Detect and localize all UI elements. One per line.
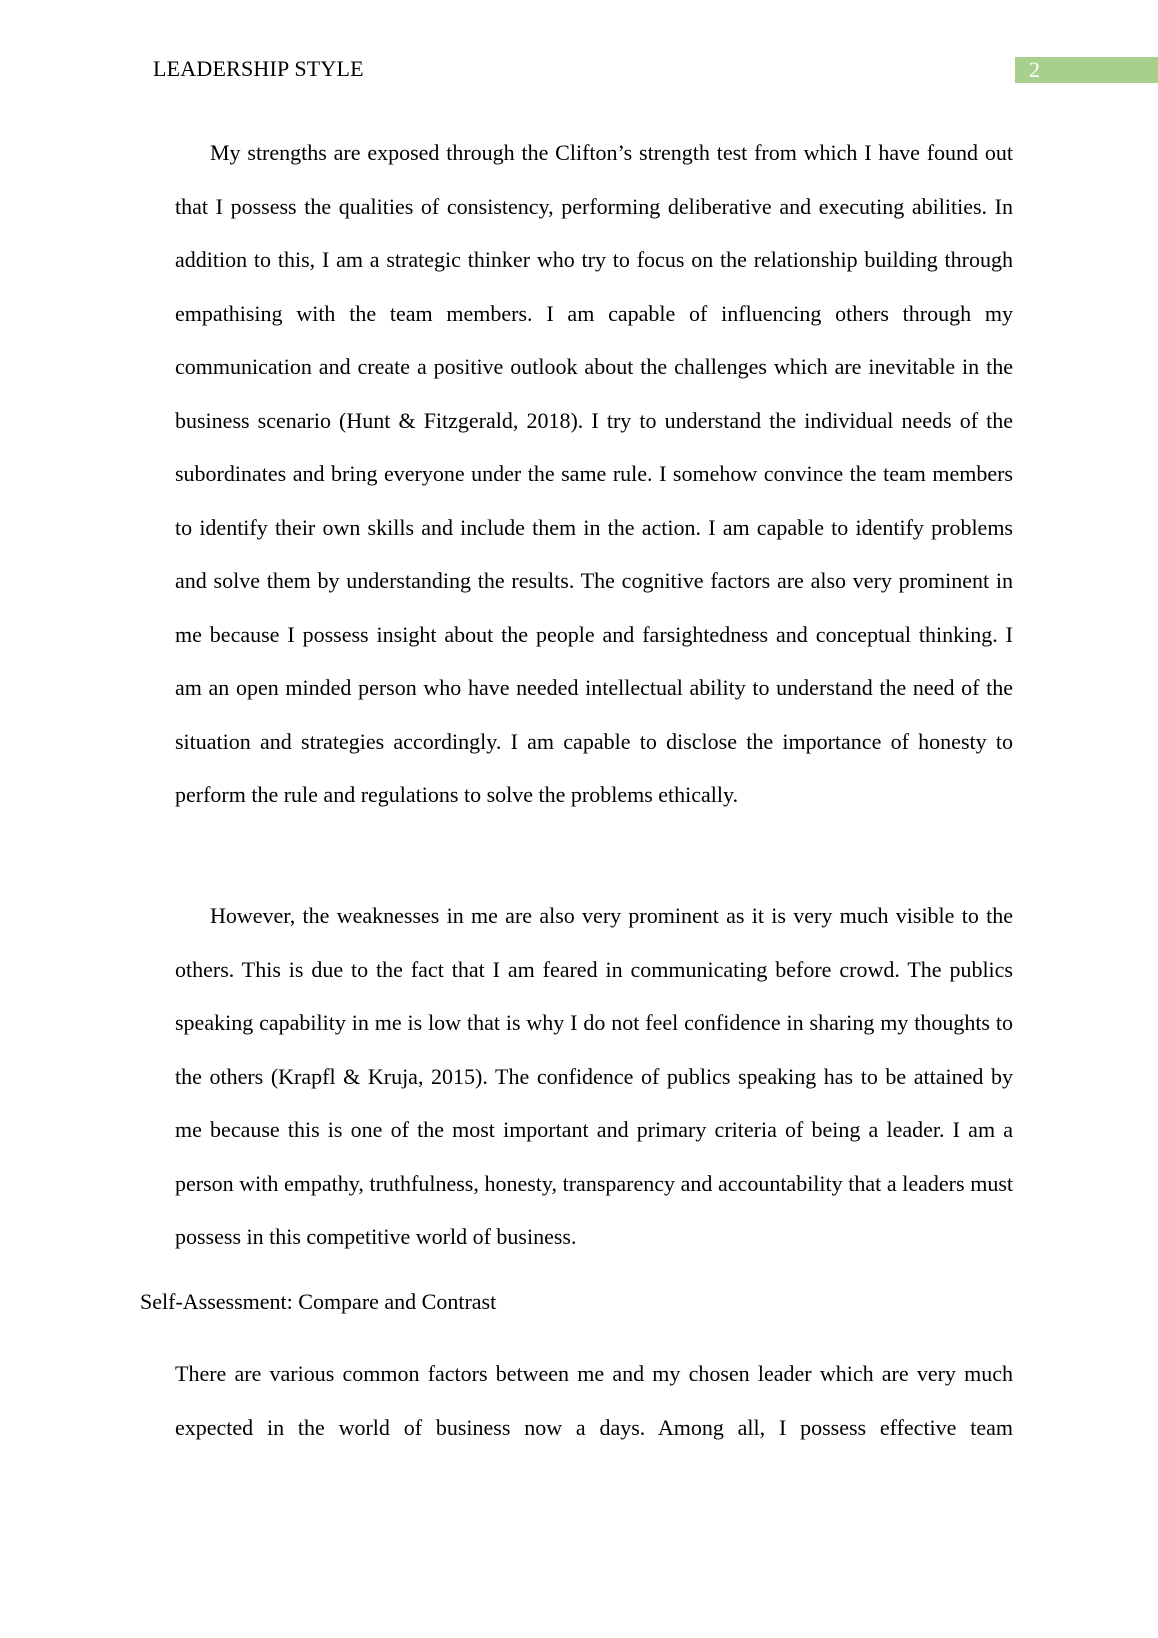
body-paragraph-strengths: My strengths are exposed through the Clifton’s strength test from which I have found out that I possess the qualities of consistency, performing deliberative and executing abilities. In addition to this, I am a strategic thinker who try to focus on the relationship building through empathising with the team members. I am capable of influencing others through my communication and create a positive outlook about the challenges which are inevitable in the business scenario (Hunt & Fitzgerald, 2018). I try to understand the individual needs of the subordinates and bring everyone under the same rule. I somehow convince the team members to identify their own skills and include them in the action. I am capable to identify problems and solve them by understanding the results. The cognitive factors are also very prominent in me because I possess insight about the people and farsightedness and conceptual thinking. I am an open minded person who have needed intellectual ability to understand the need of the situation and strategies accordingly. I am capable to disclose the importance of honesty to perform the rule and regulations to solve the problems ethically. [175, 140, 1013, 807]
body-paragraph-weaknesses: However, the weaknesses in me are also very prominent as it is very much visible to the others. This is due to the fact that I am feared in communicating before crowd. The publics speaking capability in me is low that is why I do not feel confidence in sharing my thoughts to the others (Krapfl & Kruja, 2015). The confidence of publics speaking has to be attained by me because this is one of the most important and primary criteria of being a leader. I am a person with empathy, truthfulness, honesty, transparency and accountability that a leaders must possess in this competitive world of business. [175, 903, 1013, 1249]
running-header-title: LEADERSHIP STYLE [153, 56, 364, 81]
body-paragraph-compare: There are various common factors between me and my chosen leader which are very much expected in the world of business now a days. Among all, I possess effective team [175, 1361, 1013, 1440]
page-number: 2 [1015, 57, 1158, 83]
section-heading: Self-Assessment: Compare and Contrast [140, 1289, 497, 1314]
